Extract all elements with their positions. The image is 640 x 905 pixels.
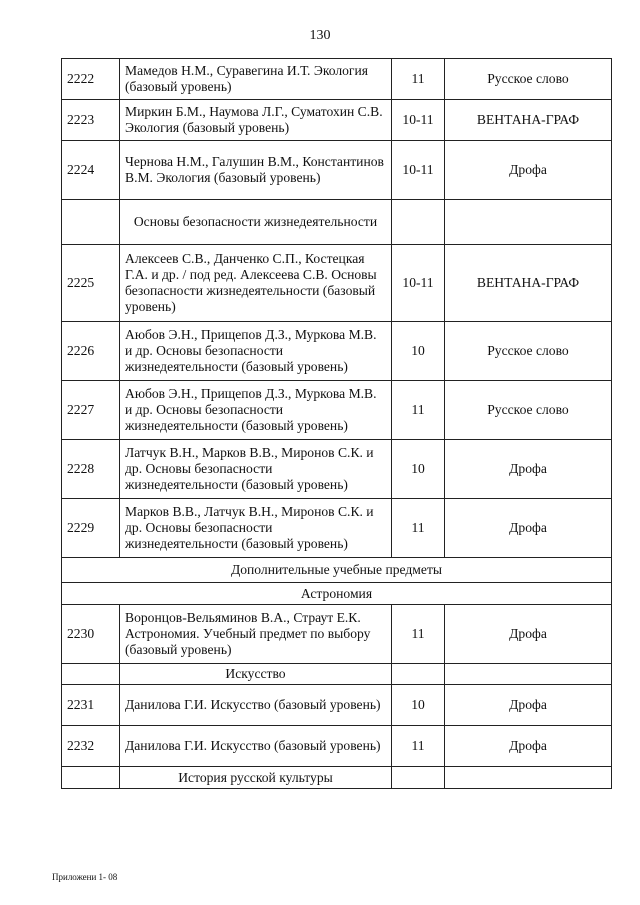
item-grade: 10 bbox=[392, 440, 445, 499]
subject-row bbox=[62, 767, 612, 789]
footer-note: Приложени 1- 08 bbox=[52, 872, 118, 882]
item-number: 2223 bbox=[62, 100, 120, 141]
item-number: 2229 bbox=[62, 499, 120, 558]
item-grade: 11 bbox=[392, 726, 445, 767]
section-row bbox=[62, 583, 612, 605]
item-grade: 11 bbox=[392, 499, 445, 558]
empty-cell bbox=[62, 664, 120, 685]
item-grade: 10 bbox=[392, 322, 445, 381]
section-heading: Дополнительные учебные предметы bbox=[62, 558, 612, 583]
table-row bbox=[62, 381, 612, 440]
item-number: 2231 bbox=[62, 685, 120, 726]
item-number: 2227 bbox=[62, 381, 120, 440]
item-title: Данилова Г.И. Искусство (базовый уровень) bbox=[120, 685, 392, 726]
item-grade: 11 bbox=[392, 59, 445, 100]
empty-cell bbox=[392, 767, 445, 789]
table-row bbox=[62, 726, 612, 767]
table-row bbox=[62, 499, 612, 558]
section-row bbox=[62, 558, 612, 583]
empty-cell bbox=[445, 664, 612, 685]
table-row bbox=[62, 245, 612, 322]
item-grade: 10-11 bbox=[392, 100, 445, 141]
item-grade: 11 bbox=[392, 605, 445, 664]
item-number: 2230 bbox=[62, 605, 120, 664]
table-row bbox=[62, 322, 612, 381]
item-grade: 10-11 bbox=[392, 141, 445, 200]
item-publisher: Дрофа bbox=[445, 685, 612, 726]
empty-cell bbox=[445, 767, 612, 789]
empty-cell bbox=[62, 200, 120, 245]
item-grade: 10-11 bbox=[392, 245, 445, 322]
section-heading: Астрономия bbox=[62, 583, 612, 605]
item-title: Мамедов Н.М., Суравегина И.Т. Экология (базовый уровень) bbox=[120, 59, 392, 100]
item-publisher: Русское слово bbox=[445, 381, 612, 440]
empty-cell bbox=[62, 767, 120, 789]
subject-heading: Искусство bbox=[120, 664, 392, 685]
item-title: Аюбов Э.Н., Прищепов Д.З., Муркова М.В. и др. Основы безопасности жизнедеятельности (базовый уровень) bbox=[120, 381, 392, 440]
empty-cell bbox=[392, 200, 445, 245]
subject-heading: Основы безопасности жизнедеятельности bbox=[120, 200, 392, 245]
item-title: Чернова Н.М., Галушин В.М., Константинов В.М. Экология (базовый уровень) bbox=[120, 141, 392, 200]
page-number: 130 bbox=[309, 28, 331, 43]
subject-row bbox=[62, 200, 612, 245]
textbook-table bbox=[61, 58, 612, 789]
item-number: 2222 bbox=[62, 59, 120, 100]
empty-cell bbox=[445, 200, 612, 245]
item-publisher: ВЕНТАНА-ГРАФ bbox=[445, 245, 612, 322]
table-row bbox=[62, 605, 612, 664]
item-title: Данилова Г.И. Искусство (базовый уровень) bbox=[120, 726, 392, 767]
item-number: 2226 bbox=[62, 322, 120, 381]
item-publisher: Русское слово bbox=[445, 322, 612, 381]
item-publisher: Дрофа bbox=[445, 726, 612, 767]
item-number: 2225 bbox=[62, 245, 120, 322]
table-row bbox=[62, 59, 612, 100]
item-publisher: Дрофа bbox=[445, 141, 612, 200]
item-title: Алексеев С.В., Данченко С.П., Костецкая Г.А. и др. / под ред. Алексеева С.В. Основы безопасности жизнедеятельности (базовый уровень) bbox=[120, 245, 392, 322]
item-title: Аюбов Э.Н., Прищепов Д.З., Муркова М.В. и др. Основы безопасности жизнедеятельности (базовый уровень) bbox=[120, 322, 392, 381]
item-publisher: Дрофа bbox=[445, 605, 612, 664]
subject-row bbox=[62, 664, 612, 685]
table-row bbox=[62, 440, 612, 499]
table-row bbox=[62, 141, 612, 200]
empty-cell bbox=[392, 664, 445, 685]
item-number: 2228 bbox=[62, 440, 120, 499]
item-title: Марков В.В., Латчук В.Н., Миронов С.К. и др. Основы безопасности жизнедеятельности (базовый уровень) bbox=[120, 499, 392, 558]
item-title: Воронцов-Вельяминов В.А., Страут Е.К. Астрономия. Учебный предмет по выбору (базовый уровень) bbox=[120, 605, 392, 664]
item-grade: 10 bbox=[392, 685, 445, 726]
item-title: Латчук В.Н., Марков В.В., Миронов С.К. и др. Основы безопасности жизнедеятельности (базовый уровень) bbox=[120, 440, 392, 499]
item-number: 2232 bbox=[62, 726, 120, 767]
item-publisher: Русское слово bbox=[445, 59, 612, 100]
item-grade: 11 bbox=[392, 381, 445, 440]
item-title: Миркин Б.М., Наумова Л.Г., Суматохин С.В. Экология (базовый уровень) bbox=[120, 100, 392, 141]
item-publisher: Дрофа bbox=[445, 499, 612, 558]
table-row bbox=[62, 685, 612, 726]
item-publisher: Дрофа bbox=[445, 440, 612, 499]
table-row bbox=[62, 100, 612, 141]
item-publisher: ВЕНТАНА-ГРАФ bbox=[445, 100, 612, 141]
subject-heading: История русской культуры bbox=[120, 767, 392, 789]
item-number: 2224 bbox=[62, 141, 120, 200]
